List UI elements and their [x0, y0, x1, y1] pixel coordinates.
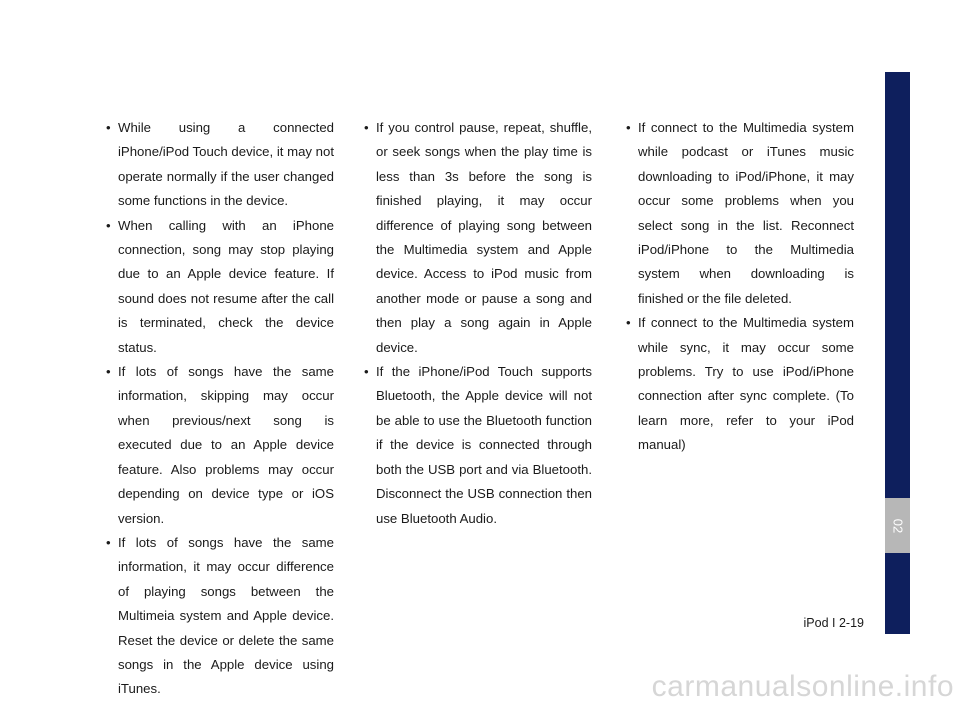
bullet-icon: •	[626, 315, 631, 331]
bullet-item	[628, 116, 854, 311]
bullet-item	[366, 360, 592, 531]
text-column-2	[366, 116, 592, 531]
bullet-text: If lots of songs have the same information, it may occur difference of playing songs between the Multimeia system and Apple device. Reset the device or delete the same songs in the Apple device using iTunes.	[118, 534, 334, 697]
chapter-number: 02	[890, 518, 905, 533]
bullet-icon: •	[626, 120, 631, 135]
bullet-icon: •	[106, 120, 111, 135]
bullet-item	[366, 116, 592, 360]
bullet-icon: •	[364, 120, 369, 135]
bullet-text: While using a connected iPhone/iPod Touch device, it may not operate normally if the user changed some functions in the device.	[118, 120, 335, 209]
bullet-icon: •	[106, 217, 111, 233]
bullet-list-3	[628, 116, 854, 458]
bullet-list-1	[108, 116, 334, 702]
text-column-3	[628, 116, 854, 458]
bullet-item	[628, 311, 854, 457]
bullet-text: If lots of songs have the same information, skipping may occur when previous/next song is executed due to an Apple device feature. Also problems may occur depending on device type or iOS version.	[118, 364, 334, 526]
bullet-icon: •	[106, 534, 111, 550]
bullet-item	[108, 116, 334, 214]
chapter-tab	[885, 498, 910, 553]
bullet-text: If the iPhone/iPod Touch supports Bluetooth, the Apple device will not be able to use the Bluetooth function if the device is connected through both the USB port and via Bluetooth. Disconnect the USB connection then use Bluetooth Audio.	[376, 364, 592, 526]
bullet-item	[108, 531, 334, 702]
page-number: iPod I 2-19	[803, 616, 864, 630]
bullet-text: If connect to the Multimedia system while podcast or iTunes music downloading to iPod/iPhone, it may occur some problems when you select song in the list. Reconnect iPod/iPhone to the Multimedia system when downloading is finished or the file deleted.	[638, 120, 854, 306]
bullet-text: If connect to the Multimedia system while sync, it may occur some problems. Try to use iPod/iPhone connection after sync complete. (To learn more, refer to your iPod manual)	[638, 315, 854, 453]
bullet-item	[108, 214, 334, 360]
bullet-icon: •	[364, 364, 369, 380]
bullet-text: When calling with an iPhone connection, song may stop playing due to an Apple device feature. If sound does not resume after the call is terminated, check the device status.	[118, 217, 334, 355]
bullet-item	[108, 360, 334, 531]
bullet-text: If you control pause, repeat, shuffle, or seek songs when the play time is less than 3s before the song is finished playing, it may occur difference of playing song between the Multimedia system and Apple device. Access to iPod music from another mode or pause a song and then play a song again in Apple device.	[376, 120, 592, 355]
text-column-1	[108, 116, 334, 702]
watermark: carmanualsonline.info	[651, 670, 954, 703]
bullet-icon: •	[106, 364, 111, 380]
bullet-list-2	[366, 116, 592, 531]
